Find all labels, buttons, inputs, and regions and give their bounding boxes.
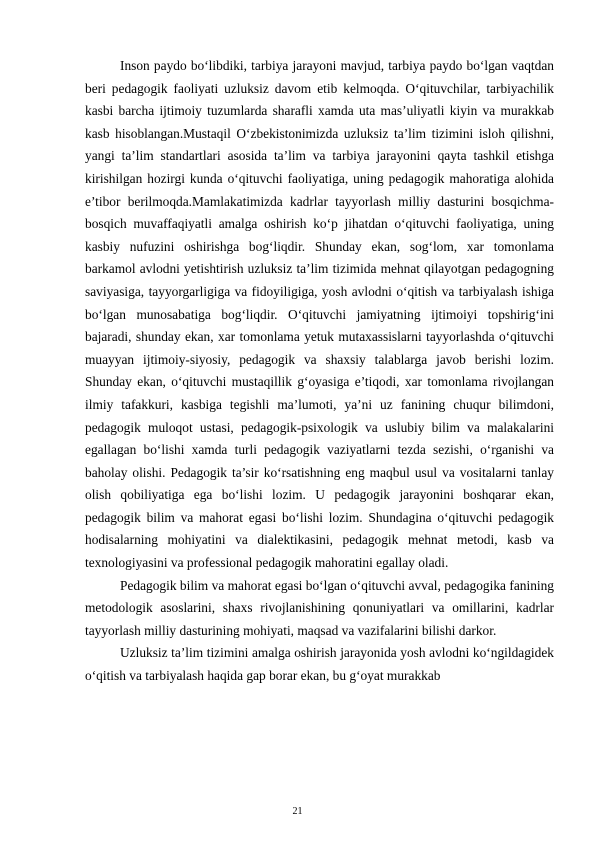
paragraph-3: Uzluksiz ta’lim tizimini amalga oshirish jarayonida yosh avlodni ko‘ngildagidek o‘qitish va tarbiyalash haqida gap borar ekan, bu g‘oyat murakkab	[85, 645, 554, 684]
paragraph-1: Inson paydo bo‘libdiki, tarbiya jarayoni mavjud, tarbiya paydo bo‘lgan vaqtdan beri pedagogik faoliyati uzluksiz davom etib kelmoqda. O‘qituvchilar, tarbiyachilik kasbi barcha ijtimoiy tuzumlarda sharafli xamda uta mas’uliyatli kiyin va murakkab kasb hisoblangan.Mustaqil O‘zbekistonimizda uzluksiz ta’lim tizimini isloh qilishni, yangi ta’lim standartlari asosida ta’lim va tarbiya jarayonini qayta tashkil etishga kirishilgan hozirgi kunda o‘qituvchi faoliyatiga, uning pedagogik mahoratiga alohida e’tibor berilmoqda.Mamlakatimizda kadrlar tayyorlash milliy dasturini bosqichma-bosqich muvaffaqiyatli amalga oshirish ko‘p jihatdan o‘qituvchi faoliyatiga, uning kasbiy nufuzini oshirishga bog‘liqdir. Shunday ekan, sog‘lom, xar tomonlama barkamol avlodni yetishtirish uzluksiz ta’lim tizimida mehnat qilayotgan pedagogning saviyasiga, tayyorgarligiga va fidoyiligiga, yosh avlodni o‘qitish va tarbiyalash ishiga bo‘lgan munosabatiga bog‘liqdir. O‘qituvchi jamiyatning ijtimoiyi topshirig‘ini bajaradi, shunday ekan, xar tomonlama yetuk mutaxassislarni tayyorlashda o‘qituvchi muayyan ijtimoiy-siyosiy, pedagogik va shaxsiy talablarga javob berishi lozim. Shunday ekan, o‘qituvchi mustaqillik g‘oyasiga e’tiqodi, xar tomonlama rivojlangan ilmiy tafakkuri, kasbiga tegishli ma’lumoti, ya’ni uz fanining chuqur bilimdoni, pedagogik muloqot ustasi, pedagogik-psixologik va uslubiy bilim va malakalarini egallagan bo‘lishi xamda turli pedagogik vaziyatlarni tezda sezishi, o‘rganishi va baholay olishi. Pedagogik ta’sir ko‘rsatishning eng maqbul usul va vositalarni tanlay olish qobiliyatiga ega bo‘lishi lozim. U pedagogik jarayonini boshqarar ekan, pedagogik bilim va mahorat egasi bo‘lishi lozim. Shundagina o‘qituvchi pedagogik hodisalarning mohiyatini va dialektikasini, pedagogik mehnat metodi, kasb va texnologiyasini va professional pedagogik mahoratini egallay oladi.	[85, 58, 554, 571]
paragraph-2: Pedagogik bilim va mahorat egasi bo‘lgan o‘qituvchi avval, pedagogika fanining metodologik asoslarini, shaxs rivojlanishining qonuniyatlari va omillarini, kadrlar tayyorlash milliy dasturining mohiyati, maqsad va vazifalarini bilishi darkor.	[85, 577, 554, 638]
body-text	[85, 55, 554, 688]
page-number: 21	[292, 806, 303, 817]
